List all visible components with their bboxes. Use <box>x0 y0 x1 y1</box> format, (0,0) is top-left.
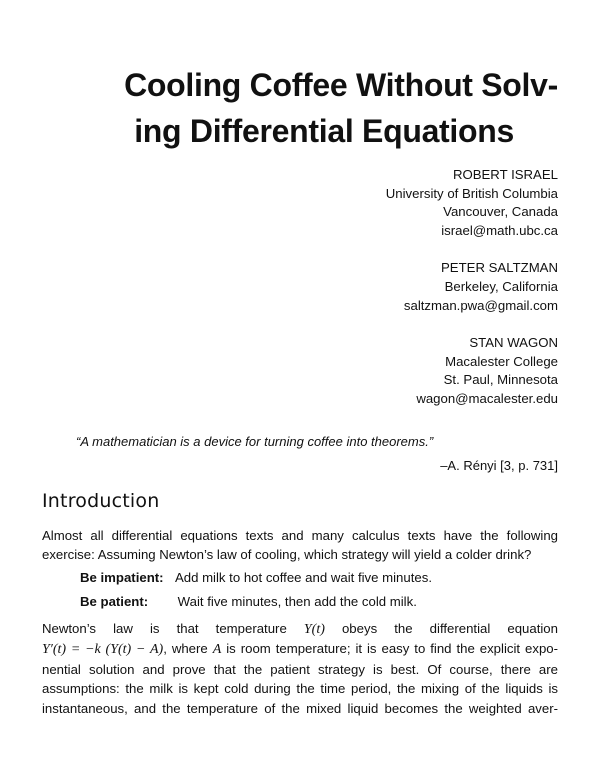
text-run: obeys the differential equation <box>341 621 558 636</box>
strategy-text: Add milk to hot coffee and wait five minutes. <box>174 570 432 585</box>
strategy-label: Be impatient: <box>80 570 164 585</box>
title-line-2: ing Differential Equations <box>134 113 514 149</box>
author-location: Berkeley, California <box>444 278 558 294</box>
math-inline: A <box>212 642 222 658</box>
epigraph-attribution: –A. Rényi [3, p. 731] <box>440 458 558 473</box>
paragraph-line: nential solution and prove that the patient strategy is best. Of course, there are <box>42 661 558 677</box>
author-email: israel@math.ubc.ca <box>441 222 558 238</box>
paper-title <box>38 62 558 154</box>
author-name: PETER SALTZMAN <box>441 260 558 276</box>
paragraph-line <box>42 619 558 639</box>
strategy-label: Be patient: <box>80 594 149 609</box>
text-run: Newton’s law is that temperature <box>42 621 287 636</box>
strategy-patient <box>80 594 417 609</box>
text-run: is room temperature; it is easy to find the explicit expo- <box>226 641 559 657</box>
author-email: saltzman.pwa@gmail.com <box>403 297 558 313</box>
author-affiliation: Macalester College <box>445 353 558 369</box>
author-israel <box>386 166 558 240</box>
author-affiliation: University of British Columbia <box>385 185 558 201</box>
strategy-text: Wait five minutes, then add the cold milk. <box>177 594 417 609</box>
author-name: ROBERT ISRAEL <box>452 167 558 182</box>
title-line-1: Cooling Coffee Without Solv- <box>124 67 558 103</box>
paragraph-line: assumptions: the milk is kept cold during the time period, the mixing of the liquids is <box>42 681 558 697</box>
paragraph-line: instantaneous, and the temperature of the mixed liquid becomes the weighted aver- <box>42 700 558 716</box>
intro-paragraph-2 <box>42 619 558 718</box>
section-heading: Introduction <box>42 490 160 512</box>
author-wagon <box>386 334 558 408</box>
epigraph-quote: “A mathematician is a device for turning coffee into theorems.” <box>76 434 434 449</box>
paragraph-line: exercise: Assuming Newton’s law of cooling, which strategy will yield a colder drink? <box>42 547 532 563</box>
author-name: STAN WAGON <box>469 335 558 351</box>
author-email: wagon@macalester.edu <box>416 390 558 406</box>
paragraph-line: Almost all differential equations texts and many calculus texts have the following <box>42 528 558 543</box>
author-saltzman <box>386 259 558 315</box>
math-inline: Y(t) <box>303 622 325 637</box>
author-block <box>386 166 558 428</box>
math-equation: Y′(t) = −k (Y(t) − A) <box>42 642 164 658</box>
paragraph-line <box>42 639 558 659</box>
intro-paragraph-1 <box>42 526 558 565</box>
text-run: , where <box>163 641 208 657</box>
strategy-impatient <box>80 570 432 585</box>
author-location: St. Paul, Minnesota <box>443 372 558 388</box>
author-location: Vancouver, Canada <box>443 204 558 220</box>
